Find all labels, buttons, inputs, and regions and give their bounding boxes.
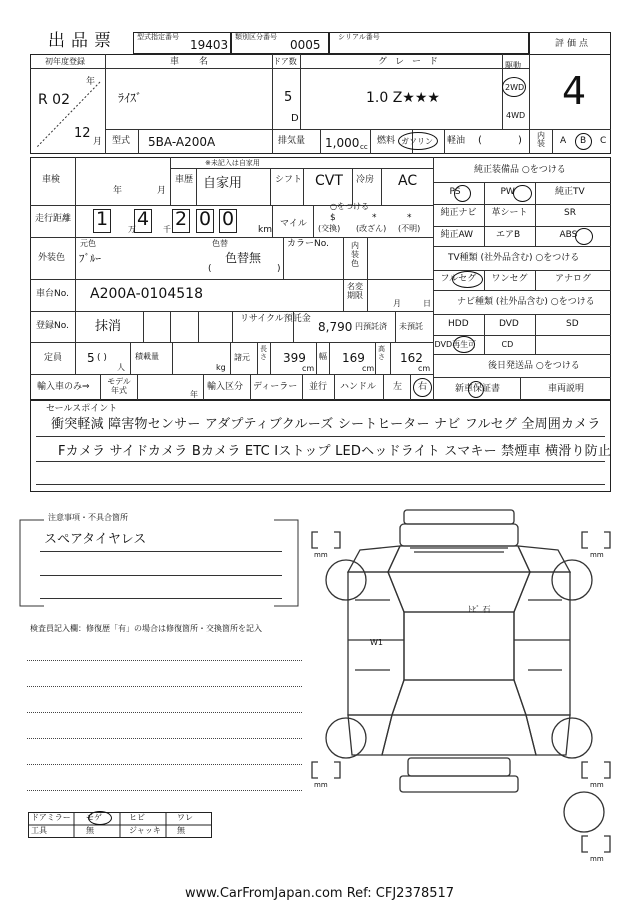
repaint-paren-open: ( xyxy=(208,264,212,274)
recycle-label: リサイクル預託金 xyxy=(240,314,311,324)
first-reg-label: 初年度登録 xyxy=(45,57,85,66)
grade-value: 1.0 Z★★★ xyxy=(366,90,440,106)
chassis-value: A200A-0104518 xyxy=(90,286,203,302)
displacement-value: 1,000 xyxy=(325,136,360,150)
mm-spare: mm xyxy=(590,855,604,863)
import-dealer: ディーラー xyxy=(253,382,298,392)
first-reg-era: R 02 xyxy=(38,92,70,108)
sales-point-label: セールスポイント xyxy=(46,404,118,414)
rear-0: 新車保証書 xyxy=(455,384,501,394)
interior-b-circle xyxy=(575,133,592,150)
fuel-value: ガソリン xyxy=(401,137,433,146)
interior-a: A xyxy=(560,136,567,146)
inspector-line xyxy=(27,686,302,687)
height-cm: cm xyxy=(418,364,431,373)
handle-right-circle xyxy=(413,378,432,397)
import-division-label: 輸入区分 xyxy=(207,382,244,392)
notes-label: 注意事項・不具合箇所 xyxy=(48,513,128,522)
tv-1: ワンセグ xyxy=(491,274,528,284)
mileage-label: 走行距離 xyxy=(35,214,72,224)
history-note: ※未記入は自家用 xyxy=(205,159,260,167)
length-cm: cm xyxy=(302,364,315,373)
doors-d: D xyxy=(291,113,299,124)
car-diagram xyxy=(300,500,620,870)
mm-fr: mm xyxy=(590,551,604,559)
capacity-person: 人 xyxy=(117,363,125,372)
recycle-value: 8,790 xyxy=(318,320,353,334)
capacity-paren: ( ) xyxy=(97,353,107,363)
recycle-unpaid: 未預託 xyxy=(399,322,423,331)
fuel-label: 燃料 xyxy=(377,136,396,146)
color-no-label: カラーNo. xyxy=(287,239,329,249)
grade-label: グレード xyxy=(378,57,447,67)
year-suffix: 年 xyxy=(86,77,96,87)
accessory-row2-1: 無 xyxy=(86,826,94,835)
history-label: 車歴 xyxy=(175,175,194,185)
expiry-month: 月 xyxy=(393,299,401,308)
interior-color-label: 内装色 xyxy=(351,241,359,268)
displacement-unit: cc xyxy=(360,143,368,151)
inspector-line xyxy=(27,660,302,661)
first-reg-month: 12 xyxy=(74,126,91,141)
mileage-sen: 千 xyxy=(163,225,171,234)
equip-row1-1: PW xyxy=(500,187,515,197)
color-label: 外装色 xyxy=(38,253,66,263)
accessory-row1-0: ドアミラー xyxy=(31,813,71,822)
width-value: 169 xyxy=(342,351,365,365)
model-year-suffix: 年 xyxy=(190,390,198,399)
type-designation-label: 型式指定番号 xyxy=(137,33,179,41)
registration-value: 抹消 xyxy=(95,319,122,334)
inspector-line xyxy=(27,738,302,739)
expiry-day: 日 xyxy=(423,299,431,308)
navi1-2: SD xyxy=(566,319,579,329)
navi1-1: DVD xyxy=(499,319,519,329)
interior-b: B xyxy=(580,136,587,146)
equip-row3-2: ABS xyxy=(559,230,578,240)
category-label: 類別区分番号 xyxy=(235,33,277,41)
rear-title: 後日発送品 ○をつける xyxy=(488,361,580,371)
drive-2wd: 2WD xyxy=(505,83,525,92)
shaken-year: 年 xyxy=(113,186,123,196)
mileage-mile: マイル xyxy=(280,219,307,229)
tv-title: TV種類 (社外品含む) ○をつける xyxy=(448,253,580,263)
category-value: 0005 xyxy=(290,38,321,52)
equip-row2-1: 革シート xyxy=(491,208,528,218)
handle-right: 右 xyxy=(418,382,428,392)
height-label: 高さ xyxy=(378,345,385,361)
recycle-unit: 円預託済 xyxy=(355,322,387,331)
mm-rr: mm xyxy=(590,781,604,789)
width-label: 幅 xyxy=(319,352,327,361)
sheet-title: 出品票 xyxy=(48,31,117,51)
fuel-gasoline-circle xyxy=(398,132,438,150)
shaken-label: 車検 xyxy=(42,175,61,185)
inspector-line xyxy=(27,790,302,791)
accessory-row1-1: モゲ xyxy=(86,813,102,822)
accessory-row1-3: ワレ xyxy=(177,813,193,822)
mm-fl: mm xyxy=(314,551,328,559)
height-value: 162 xyxy=(400,351,423,365)
model-year-label: モデル年式 xyxy=(107,377,131,395)
capacity-value: 5 xyxy=(87,351,95,365)
mirror-circle xyxy=(88,811,112,825)
navi2-0: DVD再生可 xyxy=(434,340,477,349)
equip-row1-0: PS xyxy=(449,187,461,197)
sales-point-line2: Fカメラ サイドカメラ Bカメラ ETC Iストップ LEDヘッドライト スマキー 禁煙車 横滑り防止 xyxy=(58,444,612,459)
score-label: 評価点 xyxy=(555,39,592,49)
load-kg: kg xyxy=(216,363,226,372)
equip-row3-0: 純正AW xyxy=(440,230,474,240)
drive-label: 駆動 xyxy=(505,61,521,70)
length-label: 長さ xyxy=(260,345,267,361)
fullseg-circle xyxy=(452,271,483,288)
repaint-label: 色替 xyxy=(212,239,228,248)
navi-title: ナビ種類 (社外品含む) ○をつける xyxy=(457,297,595,307)
mileage-altered: (改ざん) xyxy=(356,224,387,233)
mileage-digit: 0 xyxy=(199,208,212,230)
equip-row2-0: 純正ナビ xyxy=(440,208,477,218)
original-color-label: 元色 xyxy=(80,239,96,248)
paren-open: ( xyxy=(478,135,482,146)
mm-rl: mm xyxy=(314,781,328,789)
mileage-digit: 1 xyxy=(96,208,109,230)
drive-4wd: 4WD xyxy=(506,111,526,120)
sales-point-line1: 衝突軽減 障害物センサー アダプティブクルーズ シートヒーター ナビ フルセグ 全周囲カメラ xyxy=(51,417,601,432)
dvd-play-circle xyxy=(453,336,475,353)
shift-label: シフト xyxy=(275,175,303,185)
model-label: 型式 xyxy=(112,136,131,146)
expiry-label: 名変期限 xyxy=(347,282,363,300)
length-value: 399 xyxy=(283,351,306,365)
interior-c: C xyxy=(600,136,607,146)
serial-label: シリアル番号 xyxy=(338,33,380,41)
accessory-row2-2: ジャッキ xyxy=(129,826,161,835)
equip-row2-2: SR xyxy=(564,208,576,218)
original-color-value: ﾌﾞﾙｰ xyxy=(79,252,101,265)
load-label: 積載量 xyxy=(135,352,159,361)
score-value: 4 xyxy=(562,69,587,113)
damage-mark-2: W1 xyxy=(370,638,383,647)
pw-circle xyxy=(513,185,532,202)
tv-2: アナログ xyxy=(555,274,592,284)
damage-mark-1: ﾄﾋﾞ 石 xyxy=(468,605,491,614)
doors-value: 5 xyxy=(284,90,293,105)
ac-value: AC xyxy=(398,173,418,189)
handle-label: ハンドル xyxy=(340,382,377,392)
ps-circle xyxy=(454,185,471,202)
mileage-circle-note: ○をつける xyxy=(330,202,369,211)
ac-label: 冷房 xyxy=(356,175,375,185)
warranty-circle xyxy=(468,381,484,398)
equip-title: 純正装備品 ○をつける xyxy=(474,165,566,175)
mileage-km: km xyxy=(258,225,272,235)
repaint-value: 色替無 xyxy=(225,251,262,265)
paren-close: ) xyxy=(518,135,522,146)
import-parallel: 並行 xyxy=(309,382,328,392)
inspector-line xyxy=(27,712,302,713)
mileage-digit: 2 xyxy=(175,208,188,230)
car-name-label: 車名 xyxy=(170,57,229,67)
import-label: 輸入車のみ⇒ xyxy=(37,382,90,392)
model-value: 5BA-A200A xyxy=(148,135,216,149)
navi1-0: HDD xyxy=(448,319,469,329)
registration-label: 登録No. xyxy=(36,321,69,331)
tv-0: フルセグ xyxy=(440,274,477,284)
mileage-man: 万 xyxy=(128,225,136,234)
accessory-row2-0: 工具 xyxy=(31,826,47,835)
mileage-exchange: (交換) xyxy=(318,224,341,233)
exchange-sym: $ xyxy=(330,213,336,223)
abs-circle xyxy=(575,228,593,245)
unknown-sym: * xyxy=(407,213,412,223)
car-name-value: ﾗｲｽﾞ xyxy=(118,91,143,105)
mileage-digit: 4 xyxy=(137,208,150,230)
displacement-label: 排気量 xyxy=(278,136,306,146)
type-designation-value: 19403 xyxy=(190,38,229,52)
month-suffix: 月 xyxy=(93,137,103,147)
footer-ref: www.CarFromJapan.com Ref: CFJ2378517 xyxy=(185,886,455,901)
accessory-row2-3: 無 xyxy=(177,826,185,835)
shaken-month: 月 xyxy=(157,186,167,196)
interior-label: 内装 xyxy=(537,131,545,149)
equip-row3-1: エアB xyxy=(496,230,521,240)
mileage-unknown: (不明) xyxy=(398,224,421,233)
rear-1: 車両説明 xyxy=(548,384,585,394)
doors-label: ドア数 xyxy=(273,57,297,66)
drive-2wd-circle xyxy=(502,77,526,97)
shift-value: CVT xyxy=(315,173,343,189)
inspector-line xyxy=(27,764,302,765)
history-value: 自家用 xyxy=(203,176,243,191)
capacity-label: 定員 xyxy=(44,353,63,363)
equip-row1-2: 純正TV xyxy=(555,187,585,197)
inspector-label: 検査員記入欄：修復歴「有」の場合は修復箇所・交換箇所を記入 xyxy=(30,624,262,633)
mileage-digit: 0 xyxy=(222,208,235,230)
navi2-1: CD xyxy=(501,340,514,349)
notes-line1: スペアタイヤレス xyxy=(44,532,147,547)
accessory-row1-2: ヒビ xyxy=(129,813,145,822)
spec-label: 諸元 xyxy=(234,353,250,362)
light-oil-label: 軽油 xyxy=(447,136,466,146)
width-cm: cm xyxy=(362,364,375,373)
handle-left: 左 xyxy=(393,382,403,392)
altered-sym: * xyxy=(372,213,377,223)
repaint-paren-close: ) xyxy=(277,264,281,274)
chassis-label: 車台No. xyxy=(36,289,69,299)
